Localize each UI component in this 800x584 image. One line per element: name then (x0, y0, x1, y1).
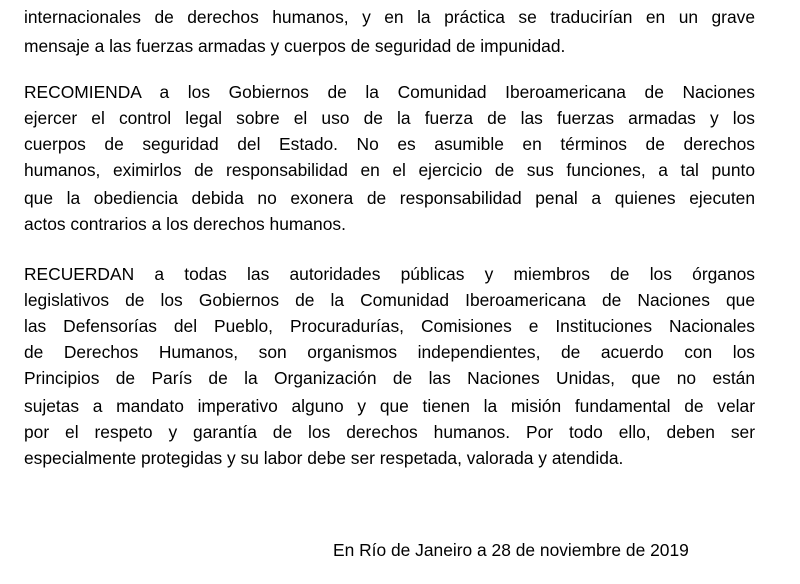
text-line: mensaje a las fuerzas armadas y cuerpos de seguridad de impunidad. (24, 36, 566, 56)
text-line: especialmente protegidas y su labor debe ser respetada, valorada y atendida. (24, 448, 624, 468)
text-line: de Derechos Humanos, son organismos independientes, de acuerdo con los (24, 342, 755, 362)
text-line: RECUERDAN a todas las autoridades públicas y miembros de los órganos (24, 264, 755, 284)
text-line: actos contrarios a los derechos humanos. (24, 214, 346, 234)
text-line: Principios de París de la Organización de las Naciones Unidas, que no están (24, 368, 755, 388)
signature-place-date: En Río de Janeiro a 28 de noviembre de 2019 (333, 540, 689, 560)
text-line: que la obediencia debida no exonera de responsabilidad penal a quienes ejecuten (24, 188, 755, 208)
text-line: RECOMIENDA a los Gobiernos de la Comunidad Iberoamericana de Naciones (24, 82, 755, 102)
text-line: las Defensorías del Pueblo, Procuradurías, Comisiones e Instituciones Nacionales (24, 316, 755, 336)
text-line: ejercer el control legal sobre el uso de la fuerza de las fuerzas armadas y los (24, 108, 755, 128)
text-line: internacionales de derechos humanos, y en la práctica se traducirían en un grave (24, 7, 755, 27)
text-line: sujetas a mandato imperativo alguno y que tienen la misión fundamental de velar (24, 396, 755, 416)
text-line: humanos, eximirlos de responsabilidad en el ejercicio de sus funciones, a tal punto (24, 160, 755, 180)
text-line: cuerpos de seguridad del Estado. No es asumible en términos de derechos (24, 134, 755, 154)
text-line: por el respeto y garantía de los derechos humanos. Por todo ello, deben ser (24, 422, 755, 442)
text-line: legislativos de los Gobiernos de la Comunidad Iberoamericana de Naciones que (24, 290, 755, 310)
